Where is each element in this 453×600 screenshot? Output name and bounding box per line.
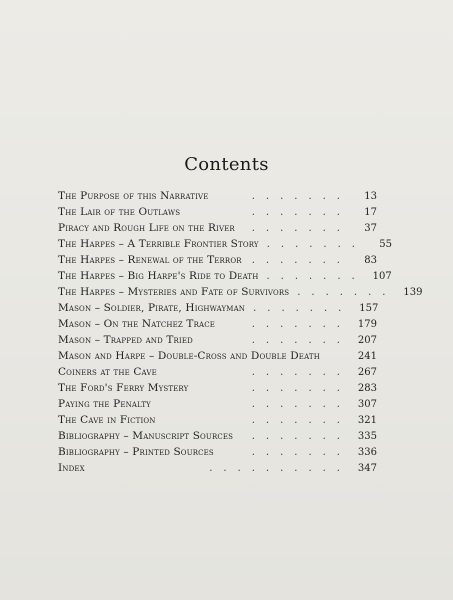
dot-leader: ....... xyxy=(253,303,353,314)
toc-entry-title: Mason – Trapped and Tried xyxy=(58,334,193,346)
dot-leader: .......... xyxy=(209,463,351,474)
toc-entry-page: 241 xyxy=(357,351,377,362)
dot-leader: ....... xyxy=(251,447,351,458)
toc-entry-page: 336 xyxy=(357,447,377,458)
toc-entry xyxy=(58,236,392,252)
toc-entry xyxy=(58,348,377,364)
toc-entry-page: 179 xyxy=(357,319,377,330)
toc-entry xyxy=(58,444,377,460)
toc-entry xyxy=(58,188,377,204)
toc-entry-title: Bibliography – Manuscript Sources xyxy=(58,430,234,442)
toc-entry xyxy=(58,396,377,412)
toc-entry xyxy=(58,412,377,428)
dot-leader: ....... xyxy=(251,399,351,410)
toc-entry-page: 321 xyxy=(357,415,377,426)
table-of-contents xyxy=(58,188,423,476)
toc-entry xyxy=(58,252,377,268)
toc-entry-title: The Harpes – A Terrible Frontier Story xyxy=(58,238,259,250)
toc-entry xyxy=(58,268,392,284)
toc-entry xyxy=(58,332,377,348)
toc-entry-page: 207 xyxy=(357,335,377,346)
toc-entry-title: Mason and Harpe – Double-Cross and Double Death xyxy=(58,350,320,362)
dot-leader: ....... xyxy=(251,223,351,234)
toc-entry-page: 139 xyxy=(403,287,423,298)
dot-leader: ....... xyxy=(266,239,366,250)
dot-leader: ....... xyxy=(251,383,351,394)
toc-entry-page: 37 xyxy=(364,223,377,234)
toc-entry-page: 83 xyxy=(364,255,377,266)
toc-entry xyxy=(58,284,423,300)
toc-entry-title: The Harpes – Mysteries and Fate of Survivors xyxy=(58,286,290,298)
toc-entry-page: 55 xyxy=(379,239,392,250)
toc-entry-title: Index xyxy=(58,462,85,474)
toc-entry-page: 335 xyxy=(357,431,377,442)
toc-entry-page: 347 xyxy=(357,463,377,474)
toc-entry-page: 157 xyxy=(359,303,379,314)
contents-heading: Contents xyxy=(184,154,269,175)
dot-leader: ....... xyxy=(251,255,351,266)
toc-entry-title: The Ford's Ferry Mystery xyxy=(58,382,189,394)
toc-entry-page: 17 xyxy=(364,207,377,218)
dot-leader: ....... xyxy=(297,287,397,298)
toc-entry-title: Paying the Penalty xyxy=(58,398,151,410)
toc-entry-title: Bibliography – Printed Sources xyxy=(58,446,214,458)
toc-entry-page: 283 xyxy=(357,383,377,394)
toc-entry-page: 267 xyxy=(357,367,377,378)
toc-entry xyxy=(58,380,377,396)
dot-leader: ....... xyxy=(251,415,351,426)
toc-entry-title: The Harpes – Big Harpe's Ride to Death xyxy=(58,270,259,282)
toc-entry-title: The Lair of the Outlaws xyxy=(58,206,181,218)
toc-entry-title: Mason – Soldier, Pirate, Highwayman xyxy=(58,302,246,314)
dot-leader: ....... xyxy=(251,207,351,218)
toc-entry-title: The Cave in Fiction xyxy=(58,414,156,426)
dot-leader: ....... xyxy=(251,319,351,330)
toc-entry-title: Piracy and Rough Life on the River xyxy=(58,222,235,234)
toc-entry xyxy=(58,460,377,476)
dot-leader: ....... xyxy=(266,271,366,282)
toc-entry-title: Mason – On the Natchez Trace xyxy=(58,318,215,330)
dot-leader: ....... xyxy=(251,191,351,202)
toc-entry-page: 107 xyxy=(372,271,392,282)
toc-entry-page: 307 xyxy=(357,399,377,410)
toc-entry xyxy=(58,316,377,332)
toc-entry xyxy=(58,300,377,316)
toc-entry-title: The Harpes – Renewal of the Terror xyxy=(58,254,242,266)
dot-leader: ....... xyxy=(251,431,351,442)
toc-entry-title: The Purpose of this Narrative xyxy=(58,190,209,202)
toc-entry xyxy=(58,220,377,236)
toc-entry xyxy=(58,204,377,220)
toc-entry xyxy=(58,364,377,380)
toc-entry-page: 13 xyxy=(364,191,377,202)
dot-leader: ....... xyxy=(251,335,351,346)
dot-leader: ....... xyxy=(251,367,351,378)
toc-entry-title: Coiners at the Cave xyxy=(58,366,157,378)
toc-entry xyxy=(58,428,377,444)
